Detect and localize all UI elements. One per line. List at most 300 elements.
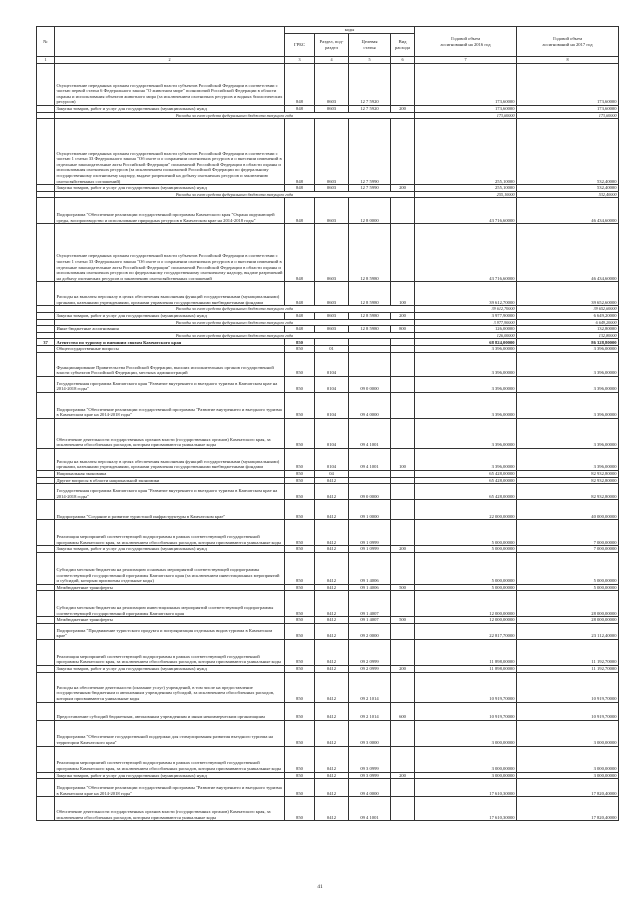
table-header — [37, 27, 619, 64]
section-code: 0412 — [315, 552, 349, 584]
amount-2016: 5 000,00000 — [415, 546, 517, 553]
amount-2016: 65 428,00000 — [415, 470, 517, 477]
note-amount-2016: 39 612,70000 — [415, 306, 517, 313]
amount-2016: 3 396,00000 — [415, 392, 517, 418]
expense-type-code — [391, 198, 415, 224]
grbs-code: 850 — [285, 623, 315, 639]
row-number — [37, 639, 55, 665]
col-number: 6 — [391, 57, 415, 64]
section-code: 0104 — [315, 418, 349, 448]
table-row — [37, 282, 619, 306]
note-text: Расходы за счет средств федерального бюджета текущего года — [55, 191, 415, 198]
section-code: 0412 — [315, 702, 349, 720]
note-num-cell — [37, 306, 55, 313]
amount-2017: 10 919,70000 — [517, 702, 619, 720]
target-code: 12 7 5990 — [349, 185, 391, 192]
table-row — [37, 448, 619, 470]
grbs-code: 850 — [285, 546, 315, 553]
grbs-code: 848 — [285, 106, 315, 113]
amount-2017: 23 112,40000 — [517, 623, 619, 639]
row-name: Реализация мероприятий соответствующей подпрограммы в рамках соответствующей государственной программы Камчатского края, за исключением обособленных расходов, которым присваиваются уникальные коды — [55, 746, 285, 772]
grbs-code: 848 — [285, 282, 315, 306]
expense-type-code — [391, 672, 415, 702]
section-code: 0603 — [315, 106, 349, 113]
budget-sheet — [36, 26, 618, 821]
row-number — [37, 520, 55, 546]
grbs-code: 850 — [285, 477, 315, 484]
row-name: Закупка товаров, работ и услуг для государственных (муниципальных) нужд — [55, 185, 285, 192]
col-number: 8 — [517, 57, 619, 64]
section-code: 0412 — [315, 746, 349, 772]
grbs-code: 850 — [285, 665, 315, 672]
row-number — [37, 484, 55, 500]
expense-type-code: 200 — [391, 665, 415, 672]
section-code: 0104 — [315, 392, 349, 418]
grbs-code: 848 — [285, 119, 315, 185]
section-code: 0603 — [315, 198, 349, 224]
expense-type-code — [391, 352, 415, 376]
row-number — [37, 185, 55, 192]
note-amount-2017: 132,80000 — [517, 332, 619, 339]
grbs-code: 850 — [285, 720, 315, 746]
target-code: 12 8 0000 — [349, 198, 391, 224]
column-number-row — [37, 57, 619, 64]
amount-2016: 173,60000 — [415, 106, 517, 113]
table-row — [37, 376, 619, 392]
table-row — [37, 797, 619, 821]
amount-2017: 3 396,00000 — [517, 392, 619, 418]
col-number: 3 — [285, 57, 315, 64]
funding-note-row — [37, 112, 619, 119]
row-name: Функционирование Правительства Российской Федерации, высших исполнительных органов государственной власти субъектов Российской Федерации, местных администраций — [55, 352, 285, 376]
amount-2016: 22 000,00000 — [415, 500, 517, 520]
target-code: 12 7 5920 — [349, 64, 391, 106]
amount-2017: 173,60000 — [517, 64, 619, 106]
expense-type-code — [391, 376, 415, 392]
target-code: 09 2 0000 — [349, 623, 391, 639]
table-row — [37, 326, 619, 333]
row-name: Межбюджетные трансферты — [55, 617, 285, 624]
table-row — [37, 772, 619, 779]
section-code: 0412 — [315, 484, 349, 500]
amount-2017: 3 396,00000 — [517, 376, 619, 392]
table-row — [37, 665, 619, 672]
amount-2016: 65 428,00000 — [415, 477, 517, 484]
grbs-code: 850 — [285, 797, 315, 821]
amount-2017: 11 192,70000 — [517, 665, 619, 672]
funding-note-row — [37, 332, 619, 339]
target-code: 09 1 0999 — [349, 520, 391, 546]
note-num-cell — [37, 332, 55, 339]
target-code: 09 1 4006 — [349, 584, 391, 591]
note-amount-2016: 173,60000 — [415, 112, 517, 119]
row-name: Реализация мероприятий соответствующей подпрограммы в рамках соответствующей государственной программы Камчатского края, за исключением обособленных расходов, которым присваиваются уникальные коды — [55, 639, 285, 665]
row-number — [37, 672, 55, 702]
note-text: Расходы за счет средств федерального бюджета текущего года — [55, 332, 415, 339]
target-code — [349, 477, 391, 484]
table-row — [37, 198, 619, 224]
amount-2016: 5 000,00000 — [415, 584, 517, 591]
col-target-header: Целевая статья — [349, 34, 391, 57]
row-number — [37, 64, 55, 106]
row-number — [37, 119, 55, 185]
expense-type-code: 200 — [391, 106, 415, 113]
grbs-code: 850 — [285, 470, 315, 477]
section-code: 0603 — [315, 185, 349, 192]
row-number — [37, 702, 55, 720]
amount-2017: 11 192,70000 — [517, 639, 619, 665]
amount-2016: 3 396,00000 — [415, 418, 517, 448]
table-row — [37, 702, 619, 720]
expense-type-code — [391, 500, 415, 520]
amount-2016: 3 000,00000 — [415, 772, 517, 779]
target-code: 09 4 1001 — [349, 797, 391, 821]
target-code: 12 8 5980 — [349, 326, 391, 333]
row-name: Осуществление переданных органам государственной власти субъектов Российской Федерации в соответствии с частью 1 статьи 33 Федерального закона "Об охоте и о сохранении охотничьих ресурсов и о внесении изменений в отдельные законодательные акты Российской Федерации" полномочий Российской Федерации в области охраны и использования охотничьих ресурсов (за исключением полномочий Российской Федерации по федеральному государственному охотничьему надзору, выдаче разрешений на добычу охотничьих ресурсов и заключению охотхозяйственных соглашений) — [55, 119, 285, 185]
target-code: 09 2 0999 — [349, 639, 391, 665]
row-number — [37, 552, 55, 584]
amount-2016: 255,10000 — [415, 119, 517, 185]
row-number — [37, 779, 55, 797]
amount-2016: 173,60000 — [415, 64, 517, 106]
grbs-code: 850 — [285, 520, 315, 546]
amount-2017: 3 000,00000 — [517, 772, 619, 779]
target-code: 09 3 0000 — [349, 720, 391, 746]
amount-2016: 255,10000 — [415, 185, 517, 192]
target-code: 09 0 0000 — [349, 376, 391, 392]
grbs-code: 850 — [285, 746, 315, 772]
section-code: 0412 — [315, 797, 349, 821]
row-name: Другие вопросы в области национальной экономики — [55, 477, 285, 484]
row-number — [37, 500, 55, 520]
amount-2016: 22 817,70000 — [415, 623, 517, 639]
target-code: 09 1 0000 — [349, 500, 391, 520]
grbs-code: 850 — [285, 702, 315, 720]
table-row — [37, 520, 619, 546]
expense-type-code — [391, 623, 415, 639]
expense-type-code: 100 — [391, 282, 415, 306]
col-2017-header: Годовой объем ассигнований на 2017 год — [517, 27, 619, 57]
expense-type-code: 100 — [391, 448, 415, 470]
row-name: Предоставление субсидий бюджетным, автономным учреждениям и иным некоммерческим организациям — [55, 702, 285, 720]
amount-2016: 10 919,70000 — [415, 672, 517, 702]
amount-2017: 17 820,40000 — [517, 779, 619, 797]
expense-type-code — [391, 477, 415, 484]
table-row — [37, 584, 619, 591]
amount-2016: 11 898,00000 — [415, 639, 517, 665]
amount-2017: 46 434,60000 — [517, 224, 619, 282]
amount-2017: 3 000,00000 — [517, 746, 619, 772]
target-code — [349, 339, 391, 346]
row-name: Государственная программа Камчатского края "Развитие внутреннего и въездного туризма в Камчатском крае на 2014-2018 годы" — [55, 376, 285, 392]
note-num-cell — [37, 112, 55, 119]
amount-2016: 3 396,00000 — [415, 352, 517, 376]
row-name: Подпрограмма "Обеспечение реализации государственной программы "Развитие внутреннего и въездного туризма в Камчатском крае на 2014-2018 годы" — [55, 392, 285, 418]
target-code: 09 4 0000 — [349, 392, 391, 418]
row-name: Подпрограмма "Создание и развитие туристской инфраструктуры в Камчатском крае" — [55, 500, 285, 520]
row-name: Государственная программа Камчатского края "Развитие внутреннего и въездного туризма в Камчатском крае на 2014-2018 годы" — [55, 484, 285, 500]
section-code: 0104 — [315, 352, 349, 376]
col-num-header: № — [37, 27, 55, 57]
expense-type-code: 200 — [391, 772, 415, 779]
table-row — [37, 346, 619, 353]
expense-type-code: 200 — [391, 312, 415, 319]
row-name: Обеспечение деятельности государственных органов власти (государственных органов) Камчатского края, за исключением обособленных расходов, которым присваиваются уникальные коды — [55, 418, 285, 448]
amount-2016: 11 898,00000 — [415, 665, 517, 672]
row-number — [37, 591, 55, 617]
row-name: Закупка товаров, работ и услуг для государственных (муниципальных) нужд — [55, 665, 285, 672]
table-row — [37, 746, 619, 772]
row-number — [37, 470, 55, 477]
grbs-code: 850 — [285, 376, 315, 392]
row-name: Расходы на выплаты персоналу в целях обеспечения выполнения функций государственными (муниципальными) органами, казенными учреждениями, органами управления государственными внебюджетными фондами — [55, 282, 285, 306]
section-code: 0412 — [315, 772, 349, 779]
amount-2017: 28 000,00000 — [517, 617, 619, 624]
target-code: 12 7 5990 — [349, 119, 391, 185]
row-name: Закупка товаров, работ и услуг для государственных (муниципальных) нужд — [55, 106, 285, 113]
amount-2016: 3 396,00000 — [415, 376, 517, 392]
table-row — [37, 106, 619, 113]
row-name: Осуществление переданных органам государственной власти субъектов Российской Федерации в соответствии с частью первой статьи 6 Федерального закона "О животном мире" полномочий Российской Федерации в области охраны и использования объектов животного мира (за исключением охотничьих ресурсов и водных биологических ресурсов) — [55, 64, 285, 106]
codes-header: коды — [285, 27, 415, 34]
expense-type-code: 200 — [391, 185, 415, 192]
expense-type-code: 800 — [391, 326, 415, 333]
section-code — [315, 339, 349, 346]
expense-type-code — [391, 591, 415, 617]
section-code: 0412 — [315, 665, 349, 672]
row-number — [37, 448, 55, 470]
col-number: 4 — [315, 57, 349, 64]
expense-type-code — [391, 64, 415, 106]
section-code: 0412 — [315, 546, 349, 553]
expense-type-code — [391, 418, 415, 448]
row-number — [37, 392, 55, 418]
grbs-code: 850 — [285, 352, 315, 376]
expense-type-code — [391, 224, 415, 282]
section-code: 0104 — [315, 376, 349, 392]
target-code: 09 2 1014 — [349, 702, 391, 720]
amount-2016: 17 610,30000 — [415, 779, 517, 797]
row-number — [37, 418, 55, 448]
grbs-code: 850 — [285, 448, 315, 470]
row-number — [37, 546, 55, 553]
row-number — [37, 797, 55, 821]
section-code: 0412 — [315, 672, 349, 702]
row-name: Субсидии местным бюджетам на реализацию инвестиционных мероприятий соответствующей подпрограммы соответствующей государственной программы Камчатского края — [55, 591, 285, 617]
funding-note-row — [37, 306, 619, 313]
amount-2016: 68 824,00000 — [415, 339, 517, 346]
amount-2017: 173,60000 — [517, 106, 619, 113]
col-name-header — [55, 27, 285, 57]
amount-2017: 3 396,00000 — [517, 448, 619, 470]
expense-type-code — [391, 797, 415, 821]
section-code: 0412 — [315, 584, 349, 591]
row-name: Национальная экономика — [55, 470, 285, 477]
grbs-code: 850 — [285, 639, 315, 665]
row-number — [37, 224, 55, 282]
row-name: Закупка товаров, работ и услуг для государственных (муниципальных) нужд — [55, 772, 285, 779]
amount-2017: 132,80000 — [517, 326, 619, 333]
target-code: 09 2 1014 — [349, 672, 391, 702]
table-row — [37, 672, 619, 702]
expense-type-code — [391, 552, 415, 584]
amount-2017: 532,40000 — [517, 185, 619, 192]
grbs-code: 850 — [285, 552, 315, 584]
expense-type-code — [391, 392, 415, 418]
row-number — [37, 282, 55, 306]
grbs-code: 850 — [285, 672, 315, 702]
note-amount-2017: 6 649,20000 — [517, 319, 619, 326]
table-row — [37, 64, 619, 106]
row-name: Осуществление переданных органам государственной власти субъектов Российской Федерации в соответствии с частью 1 статьи 33 Федерального закона "Об охоте и о сохранении охотничьих ресурсов и о внесении изменений в отдельные законодательные акты Российской Федерации" полномочий Российской Федерации в области охраны и использования охотничьих ресурсов по федеральному государственному охотничьему надзору, выдаче разрешений на добычу охотничьих ресурсов и заключению охотхозяйственных соглашений — [55, 224, 285, 282]
table-row — [37, 418, 619, 448]
page-number: 41 — [317, 884, 323, 890]
note-amount-2017: 532,40000 — [517, 191, 619, 198]
target-code: 09 1 4006 — [349, 552, 391, 584]
section-code: 0104 — [315, 448, 349, 470]
table-row — [37, 500, 619, 520]
grbs-code: 848 — [285, 312, 315, 319]
section-code: 0603 — [315, 119, 349, 185]
row-number — [37, 352, 55, 376]
target-code — [349, 346, 391, 353]
amount-2016: 3 000,00000 — [415, 746, 517, 772]
section-code: 0412 — [315, 477, 349, 484]
row-number — [37, 346, 55, 353]
amount-2017: 3 396,00000 — [517, 346, 619, 353]
note-amount-2016: 255,10000 — [415, 191, 517, 198]
col-grbs-header: ГРБС — [285, 34, 315, 57]
amount-2016: 3 000,00000 — [415, 720, 517, 746]
amount-2017: 46 434,60000 — [517, 198, 619, 224]
amount-2017: 7 000,00000 — [517, 546, 619, 553]
row-name: Подпрограмма "Продвижение туристского продукта и популяризация отдельных видов туризма в Камчатском крае" — [55, 623, 285, 639]
amount-2017: 39 652,60000 — [517, 282, 619, 306]
grbs-code: 848 — [285, 224, 315, 282]
expense-type-code: 200 — [391, 546, 415, 553]
section-code: 0412 — [315, 639, 349, 665]
section-code: 0412 — [315, 617, 349, 624]
row-name: Иные бюджетные ассигнования — [55, 326, 285, 333]
grbs-code: 848 — [285, 326, 315, 333]
amount-2017: 82 932,80000 — [517, 470, 619, 477]
row-name: Закупка товаров, работ и услуг для государственных (муниципальных) нужд — [55, 312, 285, 319]
funding-note-row — [37, 319, 619, 326]
row-number — [37, 198, 55, 224]
amount-2016: 5 000,00000 — [415, 552, 517, 584]
table-row — [37, 591, 619, 617]
col-section-header: Раздел, под- раздел — [315, 34, 349, 57]
note-amount-2017: 39 652,60000 — [517, 306, 619, 313]
table-row — [37, 352, 619, 376]
section-code: 0603 — [315, 224, 349, 282]
target-code: 09 1 4007 — [349, 617, 391, 624]
note-text: Расходы за счет средств федерального бюджета текущего года — [55, 319, 415, 326]
table-row — [37, 552, 619, 584]
amount-2017: 6 649,20000 — [517, 312, 619, 319]
section-code: 0412 — [315, 720, 349, 746]
grbs-code: 850 — [285, 418, 315, 448]
amount-2016: 39 612,70000 — [415, 282, 517, 306]
amount-2016: 3 977,90000 — [415, 312, 517, 319]
row-name: Общегосударственные вопросы — [55, 346, 285, 353]
section-code: 0603 — [315, 64, 349, 106]
row-number — [37, 720, 55, 746]
amount-2016: 5 000,00000 — [415, 520, 517, 546]
row-number — [37, 772, 55, 779]
table-row — [37, 339, 619, 346]
row-name: Межбюджетные трансферты — [55, 584, 285, 591]
table-row — [37, 639, 619, 665]
target-code: 09 1 0999 — [349, 546, 391, 553]
table-row — [37, 623, 619, 639]
target-code: 09 3 0999 — [349, 746, 391, 772]
budget-table — [36, 26, 619, 821]
amount-2017: 5 000,00000 — [517, 552, 619, 584]
table-row — [37, 470, 619, 477]
col-number: 1 — [37, 57, 55, 64]
amount-2016: 126,00000 — [415, 326, 517, 333]
col-number: 5 — [349, 57, 391, 64]
row-name: Агентство по туризму и внешним связям Камчатского края — [55, 339, 285, 346]
section-code: 0412 — [315, 500, 349, 520]
amount-2016: 65 428,00000 — [415, 484, 517, 500]
table-row — [37, 484, 619, 500]
section-code: 01 — [315, 346, 349, 353]
amount-2017: 7 000,00000 — [517, 520, 619, 546]
row-number — [37, 746, 55, 772]
amount-2016: 3 396,00000 — [415, 448, 517, 470]
amount-2017: 5 000,00000 — [517, 584, 619, 591]
grbs-code: 850 — [285, 617, 315, 624]
target-code: 09 4 0000 — [349, 779, 391, 797]
target-code: 09 4 1001 — [349, 448, 391, 470]
expense-type-code — [391, 484, 415, 500]
amount-2017: 17 820,40000 — [517, 797, 619, 821]
target-code: 09 4 1001 — [349, 418, 391, 448]
row-name: Закупка товаров, работ и услуг для государственных (муниципальных) нужд — [55, 546, 285, 553]
col-number: 2 — [55, 57, 285, 64]
row-number — [37, 326, 55, 333]
row-number — [37, 376, 55, 392]
row-name: Расходы на обеспечение деятельности (оказание услуг) учреждений, в том числе на предоставление государственным бюджетным и автономным учреждениям субсидий, за исключением обособленных расходов, которым присваиваются уникальные коды — [55, 672, 285, 702]
expense-type-code — [391, 720, 415, 746]
row-number — [37, 617, 55, 624]
table-row — [37, 224, 619, 282]
note-num-cell — [37, 319, 55, 326]
amount-2017: 3 396,00000 — [517, 352, 619, 376]
table-row — [37, 546, 619, 553]
table-row — [37, 779, 619, 797]
row-number — [37, 584, 55, 591]
target-code: 12 8 5980 — [349, 224, 391, 282]
amount-2016: 43 716,60000 — [415, 198, 517, 224]
table-row — [37, 392, 619, 418]
target-code: 09 2 0999 — [349, 665, 391, 672]
section-code: 0412 — [315, 779, 349, 797]
note-num-cell — [37, 191, 55, 198]
table-row — [37, 617, 619, 624]
table-row — [37, 720, 619, 746]
section-code: 0412 — [315, 591, 349, 617]
grbs-code: 848 — [285, 185, 315, 192]
table-body — [37, 64, 619, 821]
row-name: Обеспечение деятельности государственных органов власти (государственных органов) Камчатского края, за исключением обособленных расходов, которым присваиваются уникальные коды — [55, 797, 285, 821]
grbs-code: 850 — [285, 339, 315, 346]
table-row — [37, 119, 619, 185]
target-code: 09 0 0000 — [349, 484, 391, 500]
amount-2017: 82 932,80000 — [517, 484, 619, 500]
